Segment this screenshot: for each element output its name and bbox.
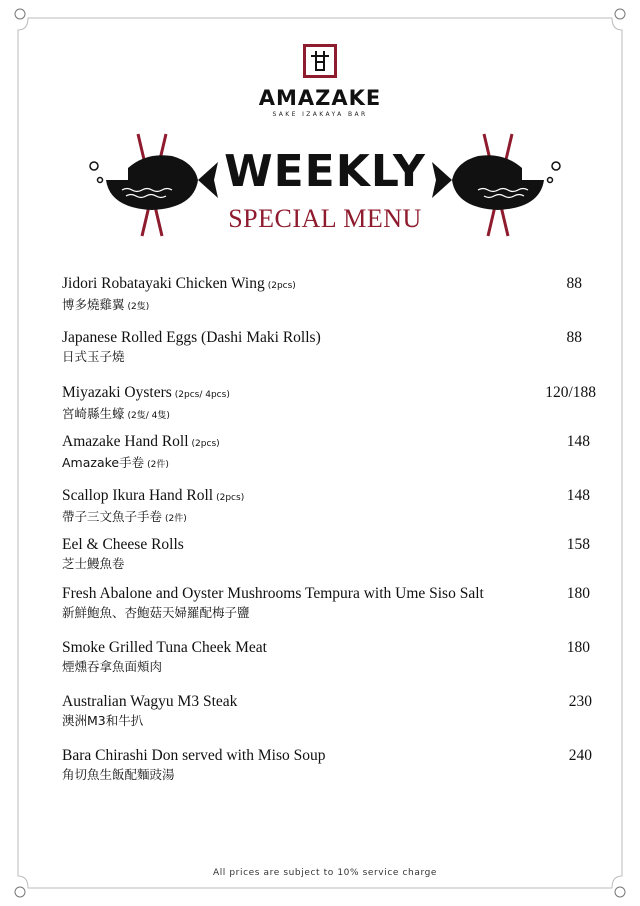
menu-item [62,536,592,572]
item-name-zh: 新鮮鮑魚、杏鮑菇天婦羅配梅子鹽 [62,605,250,620]
item-name: Eel & Cheese Rolls [62,536,184,553]
item-qty-zh: (2件) [147,460,169,470]
brand-tagline: SAKE IZAKAYA BAR [272,111,368,118]
item-price: 180 [566,585,590,602]
menu-item [62,433,592,474]
item-name-zh: 煙燻吞拿魚面頰肉 [62,659,163,674]
menu-item [62,585,592,621]
item-name: Smoke Grilled Tuna Cheek Meat [62,639,267,656]
item-qty: (2pcs) [216,493,245,503]
brand-name: AMAZAKE [258,86,382,110]
item-qty: (2pcs) [191,439,220,449]
menu-item [62,639,592,675]
logo-mark [303,44,337,78]
brand-logo [0,44,640,118]
item-name-zh: 帶子三文魚子手卷 [62,509,163,524]
item-name: Japanese Rolled Eggs (Dashi Maki Rolls) [62,329,321,346]
menu-item [62,747,592,783]
service-charge-note: All prices are subject to 10% service charge [212,868,438,878]
item-qty-zh: (2件) [165,514,187,524]
item-qty-zh: (2隻) [127,302,150,312]
menu-item [62,384,596,425]
item-price: 88 [566,329,582,346]
item-name: Bara Chirashi Don served with Miso Soup [62,747,326,764]
logo-glyph-icon [306,47,334,75]
item-name-zh: 角切魚生飯配麵豉湯 [62,767,175,782]
item-name-zh: 宮崎縣生蠔 [62,406,125,421]
item-name: Fresh Abalone and Oyster Mushrooms Tempura with Ume Siso Salt [62,585,484,602]
menu-item [62,693,592,729]
item-name: Amazake Hand Roll [62,433,189,450]
item-name-zh: Amazake手卷 [62,455,145,470]
page-subtitle: SPECIAL MENU [228,204,422,233]
item-name: Miyazaki Oysters [62,384,172,401]
item-name-zh: 澳洲M3和牛扒 [62,713,144,728]
item-name-zh: 日式玉子燒 [62,349,125,364]
item-price: 230 [568,693,592,710]
item-qty-zh: (2隻/ 4隻) [127,411,170,421]
item-name-zh: 芝士鰻魚卷 [62,556,125,571]
item-price: 88 [566,275,582,292]
menu-item [62,329,592,365]
item-price: 148 [566,487,590,504]
item-price: 158 [566,536,590,553]
menu-item [62,275,592,316]
item-price: 240 [568,747,592,764]
item-qty: (2pcs) [267,281,296,291]
item-qty: (2pcs/ 4pcs) [174,390,230,400]
item-name: Jidori Robatayaki Chicken Wing [62,275,265,292]
item-name-zh: 博多燒雞翼 [62,297,125,312]
item-price: 120/188 [545,384,596,401]
item-name: Australian Wagyu M3 Steak [62,693,238,710]
item-price: 180 [566,639,590,656]
item-name: Scallop Ikura Hand Roll [62,487,214,504]
menu-item [62,487,592,528]
item-price: 148 [566,433,590,450]
page-title: WEEKLY [224,146,426,197]
